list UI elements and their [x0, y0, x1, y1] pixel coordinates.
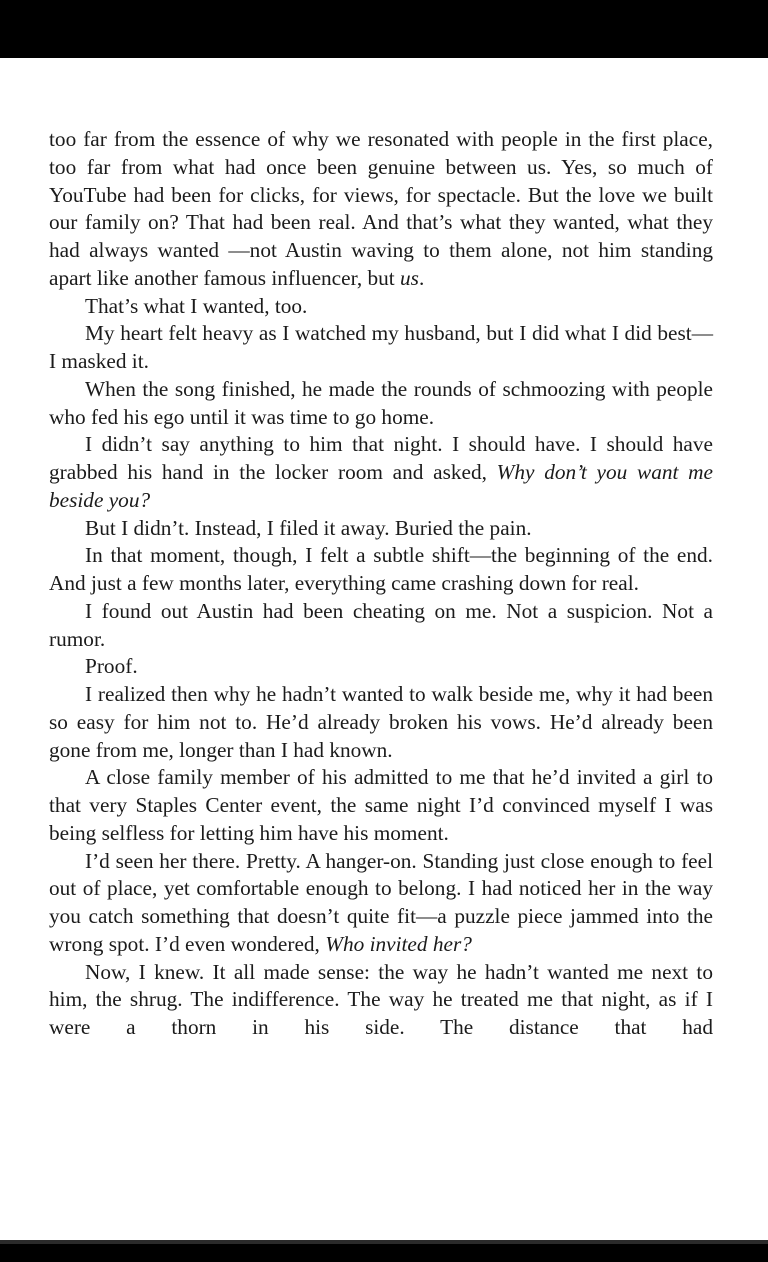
text-run: . [418, 265, 425, 290]
paragraph [49, 598, 713, 654]
text-run: When the song finished, he made the rounds of schmoozing with people who fed his ego until it was time to go home. [49, 376, 713, 429]
italic-text: us [400, 265, 419, 290]
text-run: A close family member of his admitted to me that he’d invited a girl to that very Staples Center event, the same night I’d convinced myself I was being selfless for letting him have his moment. [49, 765, 713, 845]
paragraph [49, 764, 713, 847]
paragraph [49, 293, 713, 321]
italic-text: Why don’t you want me beside you? [49, 460, 714, 512]
top-status-bar [0, 0, 768, 58]
text-run: I didn’t say anything to him that night. I should have. I should have grabbed his hand in the locker room and asked, [49, 432, 713, 484]
paragraph [49, 431, 713, 514]
text-run: I’d seen her there. Pretty. A hanger-on. Standing just close enough to feel out of place, yet comfortable enough to belong. I had noticed her in the way you catch something that doesn’t quite fit—a puzzle piece jammed into the wrong spot. I’d even wondered, [49, 848, 713, 956]
page-text [49, 126, 713, 1042]
paragraph [49, 848, 713, 959]
paragraph [49, 653, 713, 681]
paragraph [49, 376, 713, 432]
paragraph [49, 681, 713, 764]
text-run: Now, I knew. It all made sense: the way he hadn’t wanted me next to him, the shrug. The indifference. The way he treated me that night, as if I were a thorn in his side. The distance that had [49, 959, 713, 1039]
paragraph [49, 320, 713, 376]
text-run: In that moment, though, I felt a subtle shift—the beginning of the end. And just a few months later, everything came crashing down for real. [49, 543, 713, 595]
text-run: I found out Austin had been cheating on me. Not a suspicion. Not a rumor. [49, 598, 713, 651]
text-run: I realized then why he hadn’t wanted to walk beside me, why it had been so easy for him not to. He’d already broken his vows. He’d already been gone from me, longer than I had known. [49, 682, 713, 762]
text-run: That’s what I wanted, too. [85, 293, 308, 318]
paragraph [49, 126, 713, 293]
text-run: Proof. [85, 654, 138, 679]
text-run: too far from the essence of why we resonated with people in the first place, too far from what had once been genuine between us. Yes, so much of YouTube had been for clicks, for views, for spectacle. But the love we built our family on? That had been real. And that’s what they wanted, what they had always wanted —not Austin waving to them alone, not him standing apart like another famous influencer, but [49, 127, 713, 290]
bottom-progress-strip [0, 1240, 768, 1244]
paragraph [49, 515, 713, 543]
paragraph [49, 542, 713, 598]
italic-text: Who invited her? [325, 931, 472, 956]
text-run: But I didn’t. Instead, I filed it away. Buried the pain. [85, 515, 532, 540]
text-run: My heart felt heavy as I watched my husband, but I did what I did best—I masked it. [49, 321, 713, 373]
paragraph [49, 959, 713, 1042]
